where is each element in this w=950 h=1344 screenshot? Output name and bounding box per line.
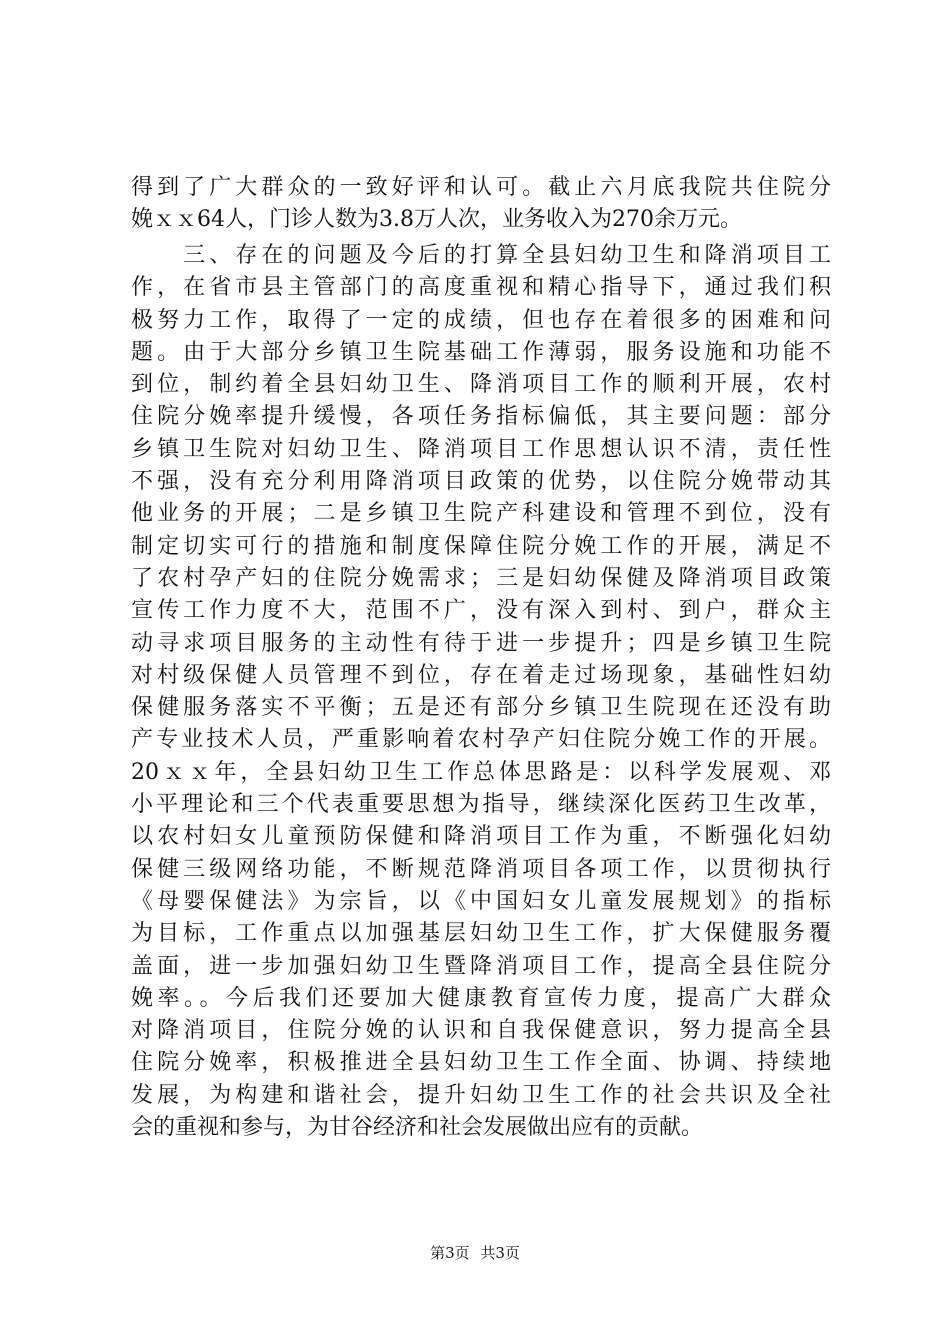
- text-line: 三、存在的问题及今后的打算全县妇幼卫生和降消项目工: [131, 243, 831, 268]
- text-line: 乡镇卫生院对妇幼卫生、降消项目工作思想认识不清，责任性: [131, 436, 831, 462]
- text-line: 极努力工作，取得了一定的成绩，但也存在着很多的困难和问: [131, 307, 831, 333]
- text-line: 盖面，进一步加强妇幼卫生暨降消项目工作，提高全县住院分: [131, 953, 831, 979]
- text-line: 住院分娩率，积极推进全县妇幼卫生工作全面、协调、持续地: [131, 1050, 831, 1076]
- text-line: 产专业技术人员，严重影响着农村孕产妇住院分娩工作的开展。: [131, 727, 831, 753]
- text-line: 以农村妇女儿童预防保健和降消项目工作为重，不断强化妇幼: [131, 824, 831, 850]
- page-footer: [0, 1243, 950, 1263]
- paragraph-1: [131, 172, 831, 237]
- text-line: 会的重视和参与，为甘谷经济和社会发展做出应有的贡献。: [131, 1115, 704, 1141]
- paragraph-2: [131, 240, 831, 1144]
- text-line: 不强，没有充分利用降消项目政策的优势，以住院分娩带动其: [131, 469, 831, 495]
- text-line: 得到了广大群众的一致好评和认可。截止六月底我院共住院分: [131, 175, 831, 200]
- text-line: 他业务的开展；二是乡镇卫生院产科建设和管理不到位，没有: [131, 501, 831, 527]
- text-line: 保健三级网络功能，不断规范降消项目各项工作，以贯彻执行: [131, 856, 831, 882]
- text-line: 发展，为构建和谐社会，提升妇幼卫生工作的社会共识及全社: [131, 1082, 831, 1108]
- page-number: 第3页: [430, 1244, 470, 1262]
- text-line: 题。由于大部分乡镇卫生院基础工作薄弱，服务设施和功能不: [131, 339, 831, 365]
- text-line: 《母婴保健法》为宗旨，以《中国妇女儿童发展规划》的指标: [131, 888, 831, 914]
- text-line: 保健服务落实不平衡；五是还有部分乡镇卫生院现在还没有助: [131, 695, 831, 721]
- text-line: 作，在省市县主管部门的高度重视和精心指导下，通过我们积: [131, 275, 831, 301]
- text-line: 小平理论和三个代表重要思想为指导，继续深化医药卫生改革，: [131, 792, 831, 818]
- text-line: 了农村孕产妇的住院分娩需求；三是妇幼保健及降消项目政策: [131, 565, 831, 591]
- page-total: 共3页: [480, 1244, 520, 1262]
- text-line: 为目标，工作重点以加强基层妇幼卫生工作，扩大保健服务覆: [131, 921, 831, 947]
- text-line: 对降消项目，住院分娩的认识和自我保健意识，努力提高全县: [131, 1018, 831, 1044]
- text-line: 到位，制约着全县妇幼卫生、降消项目工作的顺利开展，农村: [131, 372, 831, 398]
- text-line: 娩ｘｘ64人，门诊人数为3.8万人次，业务收入为270余万元。: [131, 207, 742, 233]
- text-line: 宣传工作力度不大，范围不广，没有深入到村、到户，群众主: [131, 598, 831, 624]
- text-line: 20ｘｘ年，全县妇幼卫生工作总体思路是：以科学发展观、邓: [131, 759, 831, 785]
- text-line: 住院分娩率提升缓慢，各项任务指标偏低，其主要问题：部分: [131, 404, 831, 430]
- text-line: 制定切实可行的措施和制度保障住院分娩工作的开展，满足不: [131, 533, 831, 559]
- text-line: 动寻求项目服务的主动性有待于进一步提升；四是乡镇卫生院: [131, 630, 831, 656]
- text-line: 娩率。。今后我们还要加大健康教育宣传力度，提高广大群众: [131, 985, 831, 1011]
- text-line: 对村级保健人员管理不到位，存在着走过场现象，基础性妇幼: [131, 662, 831, 688]
